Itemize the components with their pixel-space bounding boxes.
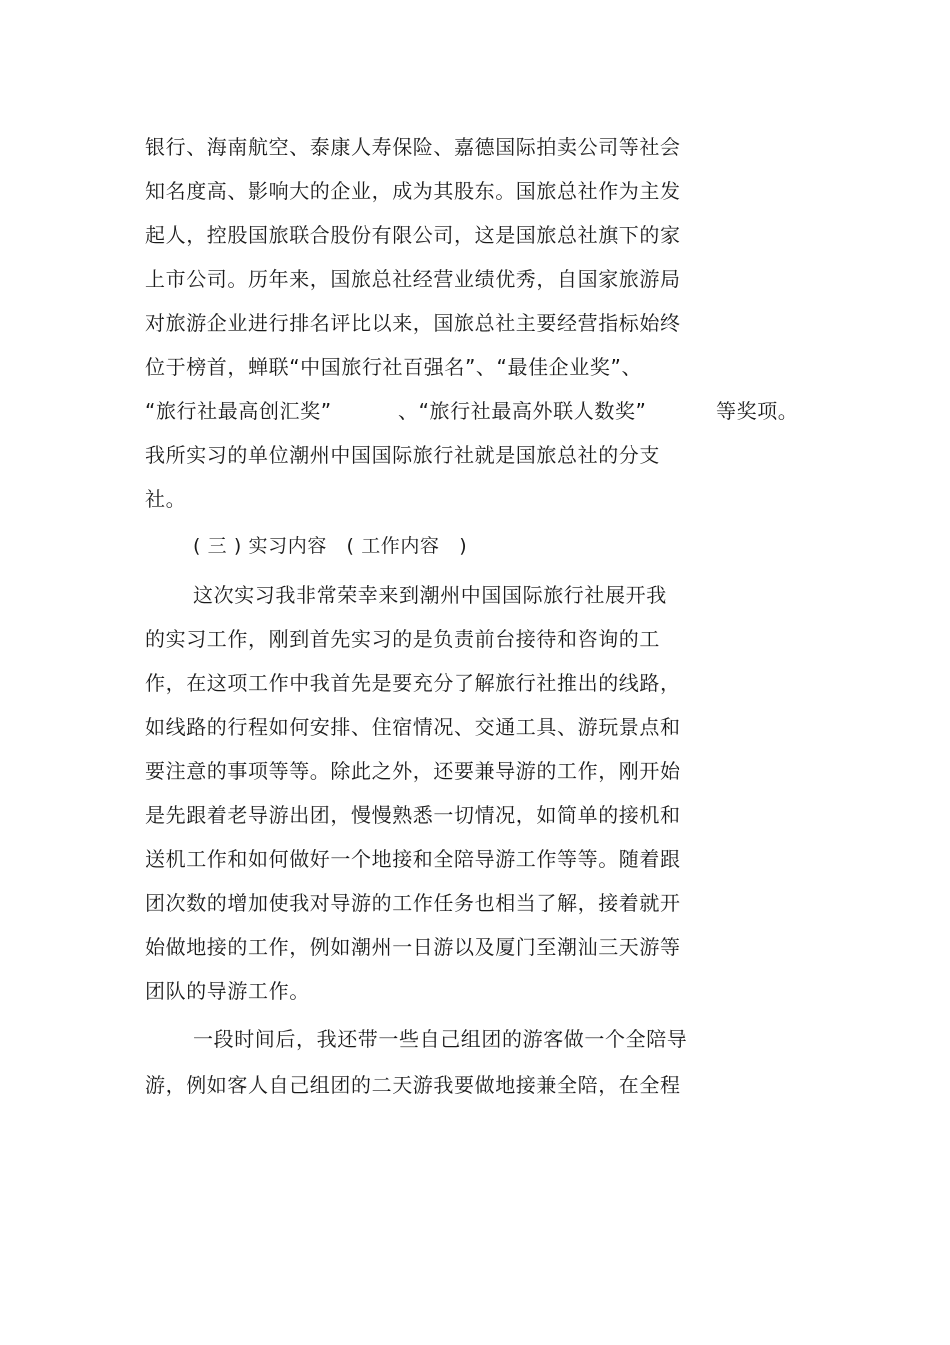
text-line: 团次数的增加使我对导游的工作任务也相当了解，接着就开 — [145, 891, 681, 915]
text-line: 这次实习我非常荣幸来到潮州中国国际旅行社展开我 — [193, 583, 667, 607]
text-line: 的实习工作，刚到首先实习的是负责前台接待和咨询的工 — [145, 627, 660, 651]
awards-suffix-text: 等奖项。 — [716, 399, 799, 423]
text-line: 对旅游企业进行排名评比以来，国旅总社主要经营指标始终 — [145, 311, 681, 335]
text-line: 知名度高、影响大的企业，成为其股东。国旅总社作为主发 — [145, 179, 681, 203]
text-line: 团队的导游工作。 — [145, 979, 310, 1003]
text-line: 位于榜首，蝉联“中国旅行社百强名”、“最佳企业奖”、 — [145, 355, 643, 379]
text-line: 如线路的行程如何安排、住宿情况、交通工具、游玩景点和 — [145, 715, 681, 739]
text-line: 是先跟着老导游出团，慢慢熟悉一切情况，如简单的接机和 — [145, 803, 681, 827]
text-line: 送机工作和如何做好一个地接和全陪导游工作等等。随着跟 — [145, 847, 681, 871]
text-line: 始做地接的工作，例如潮州一日游以及厦门至潮汕三天游等 — [145, 935, 681, 959]
text-line: 一段时间后，我还带一些自己组团的游客做一个全陪导 — [193, 1027, 688, 1051]
text-line: 要注意的事项等等。除此之外，还要兼导游的工作，刚开始 — [145, 759, 681, 783]
text-line: 上市公司。历年来，国旅总社经营业绩优秀，自国家旅游局 — [145, 267, 681, 291]
section-heading: ( 三 ) 实习内容 ( 工作内容 ) — [193, 535, 468, 557]
text-line: 社。 — [145, 487, 187, 511]
text-line: 起人，控股国旅联合股份有限公司，这是国旅总社旗下的家 — [145, 223, 681, 247]
award-creation-text: “旅行社最高创汇奖” — [145, 399, 332, 423]
text-line: 银行、海南航空、泰康人寿保险、嘉德国际拍卖公司等社会 — [145, 135, 681, 159]
text-line: 作，在这项工作中我首先是要充分了解旅行社推出的线路， — [145, 671, 681, 695]
text-line: 游，例如客人自己组团的二天游我要做地接兼全陪，在全程 — [145, 1073, 681, 1097]
award-visitors-text: 、“旅行社最高外联人数奖” — [398, 399, 647, 423]
text-line: 我所实习的单位潮州中国国际旅行社就是国旅总社的分支 — [145, 443, 660, 467]
